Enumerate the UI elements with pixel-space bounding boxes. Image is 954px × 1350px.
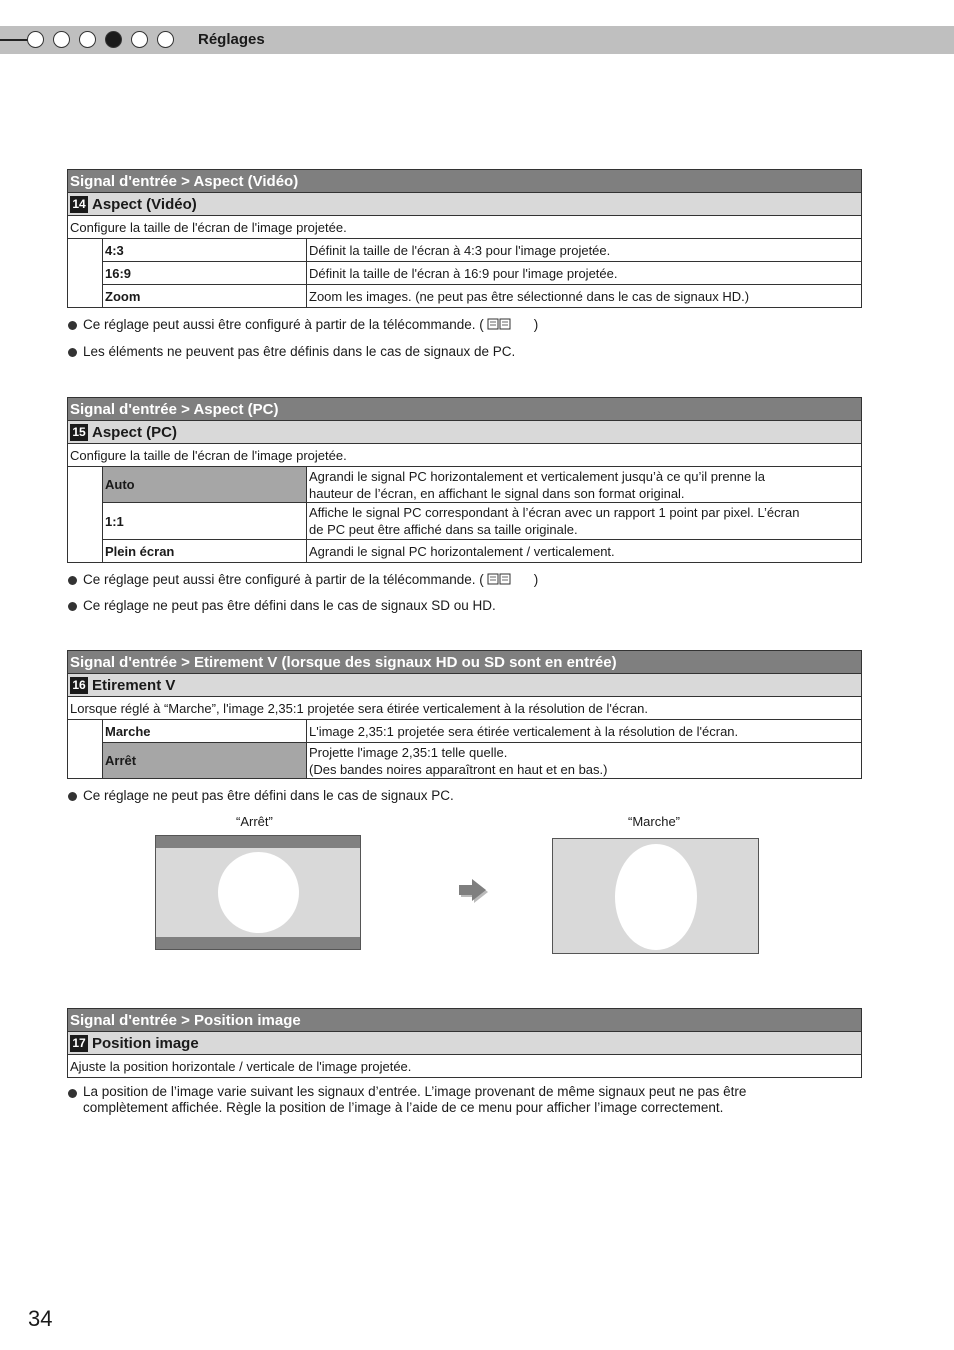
note-suffix: ) [533, 317, 539, 332]
progress-dot [53, 31, 70, 48]
bullet-icon [68, 1089, 77, 1098]
black-band-bottom [156, 937, 360, 949]
note-item [68, 317, 538, 332]
option-row [68, 262, 862, 285]
option-name: Arrêt [103, 743, 307, 779]
image-oval-stretched [615, 844, 697, 950]
bullet-icon [68, 348, 77, 357]
header-title: Réglages [198, 31, 265, 48]
option-name: Plein écran [103, 540, 307, 563]
section-aspect-pc [67, 397, 862, 563]
option-desc: Zoom les images. (ne peut pas être sélectionné dans le cas de signaux HD.) [307, 285, 862, 308]
progress-dot [131, 31, 148, 48]
section-title: Signal d'entrée > Aspect (PC) [67, 397, 862, 420]
note-item [68, 572, 538, 587]
option-desc: Définit la taille de l'écran à 16:9 pour l'image projetée. [307, 262, 862, 285]
option-row [68, 503, 862, 540]
caption-off: “Arrêt” [236, 814, 273, 829]
item-number-badge: 16 [70, 677, 88, 694]
book-icon [486, 572, 512, 586]
section-title: Signal d'entrée > Position image [67, 1008, 862, 1031]
subtitle-label: Aspect (Vidéo) [92, 195, 197, 213]
note-suffix: ) [533, 572, 539, 587]
note-text: complètement affichée. Règle la position de l’image à l’aide de ce menu pour afficher l’image correctement. [83, 1100, 724, 1115]
section-description: Lorsque réglé à “Marche”, l'image 2,35:1 projetée sera étirée verticalement à la résolution de l'écran. [67, 696, 862, 719]
header-line [0, 39, 30, 41]
option-name: Zoom [103, 285, 307, 308]
option-row [68, 540, 862, 563]
section-description: Ajuste la position horizontale / verticale de l'image projetée. [67, 1054, 862, 1078]
black-band-top [156, 836, 360, 848]
caption-on: “Marche” [628, 814, 681, 829]
note-text: La position de l’image varie suivant les signaux d’entrée. L’image provenant de même signaux peut ne pas être [83, 1084, 747, 1099]
section-etirement-v [67, 650, 862, 779]
progress-dot [157, 31, 174, 48]
note-text: Ce réglage peut aussi être configuré à partir de la télécommande. ( [83, 317, 484, 332]
section-title: Signal d'entrée > Etirement V (lorsque des signaux HD ou SD sont en entrée) [67, 650, 862, 673]
option-desc: Agrandi le signal PC horizontalement / verticalement. [307, 540, 862, 563]
section-description: Configure la taille de l'écran de l'image projetée. [67, 443, 862, 466]
section-subtitle [67, 673, 862, 696]
option-desc: Projette l'image 2,35:1 telle quelle. (Des bandes noires apparaîtront en haut et en bas.) [307, 743, 862, 779]
screen-off-illustration [155, 835, 361, 950]
option-desc: L'image 2,35:1 projetée sera étirée verticalement à la résolution de l'écran. [307, 720, 862, 743]
option-desc: Définit la taille de l'écran à 4:3 pour l'image projetée. [307, 239, 862, 262]
bullet-icon [68, 602, 77, 611]
option-row [68, 467, 862, 503]
option-name: 16:9 [103, 262, 307, 285]
bullet-icon [68, 792, 77, 801]
option-desc: Affiche le signal PC correspondant à l’écran avec un rapport 1 point par pixel. L’écran de PC peut être affiché dans sa taille originale. [307, 503, 862, 540]
item-number-badge: 14 [70, 196, 88, 213]
item-number-badge: 17 [70, 1035, 88, 1052]
chapter-progress-dots [27, 31, 174, 50]
section-aspect-video [67, 169, 862, 308]
bullet-icon [68, 576, 77, 585]
option-name: 4:3 [103, 239, 307, 262]
option-name: Marche [103, 720, 307, 743]
image-circle [218, 852, 299, 933]
note-item [68, 788, 454, 803]
option-row [68, 239, 862, 262]
note-text: Ce réglage ne peut pas être défini dans le cas de signaux PC. [83, 788, 454, 803]
section-description: Configure la taille de l'écran de l'image projetée. [67, 215, 862, 238]
options-table [67, 238, 862, 308]
subtitle-label: Position image [92, 1034, 199, 1052]
option-row [68, 743, 862, 779]
section-subtitle [67, 420, 862, 443]
progress-dot [79, 31, 96, 48]
section-subtitle [67, 192, 862, 215]
note-item [68, 344, 515, 359]
book-icon [486, 317, 512, 331]
note-text: Ce réglage peut aussi être configuré à partir de la télécommande. ( [83, 572, 484, 587]
option-name: 1:1 [103, 503, 307, 540]
note-text: Ce réglage ne peut pas être défini dans le cas de signaux SD ou HD. [83, 598, 496, 613]
section-title: Signal d'entrée > Aspect (Vidéo) [67, 169, 862, 192]
option-row [68, 285, 862, 308]
options-table [67, 466, 862, 563]
option-desc: Agrandi le signal PC horizontalement et verticalement jusqu’à ce qu’il prenne la hauteur de l’écran, en affichant le signal dans son format original. [307, 467, 862, 503]
bullet-icon [68, 321, 77, 330]
section-position-image [67, 1008, 862, 1078]
subtitle-label: Etirement V [92, 676, 176, 694]
item-number-badge: 15 [70, 424, 88, 441]
arrow-right-icon [457, 876, 489, 906]
progress-dot [27, 31, 44, 48]
note-item [68, 598, 496, 613]
note-item [68, 1084, 746, 1116]
note-text: Les éléments ne peuvent pas être définis dans le cas de signaux de PC. [83, 344, 516, 359]
option-row [68, 720, 862, 743]
section-subtitle [67, 1031, 862, 1054]
progress-dot-active [105, 31, 122, 48]
screen-on-illustration [552, 838, 759, 954]
option-name: Auto [103, 467, 307, 503]
subtitle-label: Aspect (PC) [92, 423, 178, 441]
options-table [67, 719, 862, 779]
page-number: 34 [28, 1306, 53, 1331]
